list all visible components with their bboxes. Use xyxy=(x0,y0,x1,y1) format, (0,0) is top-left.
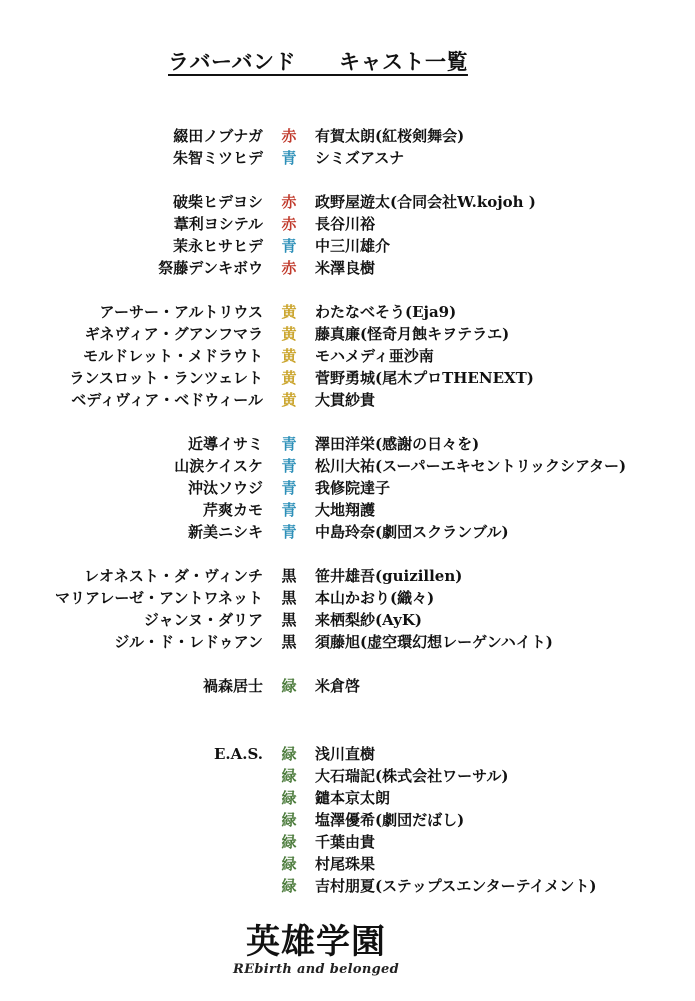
cast-row xyxy=(0,765,695,787)
role-name: 祭藤デンキボウ xyxy=(158,259,263,277)
cast-row xyxy=(0,809,695,831)
actor-name: わたなべそう(Eja9) xyxy=(315,303,457,321)
cast-row xyxy=(0,433,695,455)
actor-name: 吉村朋夏(ステップスエンターテイメント) xyxy=(315,877,597,895)
cast-row xyxy=(0,521,695,543)
team-color-label: 黒 xyxy=(281,567,297,585)
team-color-label: 青 xyxy=(281,479,297,497)
page-title: ラバーバンド キャスト一覧 xyxy=(168,49,468,74)
cast-row xyxy=(0,743,695,765)
cast-row xyxy=(0,609,695,631)
team-color-label: 緑 xyxy=(281,789,297,807)
cast-group xyxy=(0,675,695,697)
actor-name: 政野屋遊太(合同会社W.kojoh ) xyxy=(315,193,536,211)
team-color-label: 黄 xyxy=(281,369,297,387)
actor-name: 浅川直樹 xyxy=(315,745,376,763)
cast-group xyxy=(0,433,695,543)
cast-row xyxy=(0,565,695,587)
actor-name: 大貫紗貴 xyxy=(315,391,376,409)
role-name: 葦利ヨシテル xyxy=(173,215,263,233)
role-name: ランスロット・ランツェレト xyxy=(69,369,263,387)
actor-name: 長谷川裕 xyxy=(315,215,376,233)
cast-group xyxy=(0,565,695,653)
actor-name: 藤真廉(怪奇月蝕キヲテラエ) xyxy=(315,325,510,343)
team-color-label: 赤 xyxy=(281,127,297,145)
role-name: 禍森居士 xyxy=(202,677,263,695)
actor-name: 米倉啓 xyxy=(315,677,361,695)
team-color-label: 黒 xyxy=(281,589,297,607)
cast-row xyxy=(0,213,695,235)
cast-group xyxy=(0,301,695,411)
actor-name: 大石瑞記(株式会社ワーサル) xyxy=(315,767,509,785)
team-color-label: 赤 xyxy=(281,215,297,233)
role-name: 山涙ケイスケ xyxy=(174,457,263,475)
cast-row xyxy=(0,235,695,257)
actor-name: 中島玲奈(劇団スクランブル) xyxy=(315,523,509,541)
cast-row xyxy=(0,257,695,279)
team-color-label: 青 xyxy=(281,149,297,167)
role-name: 新美ニシキ xyxy=(187,523,263,541)
cast-row xyxy=(0,853,695,875)
cast-row xyxy=(0,499,695,521)
cast-row xyxy=(0,631,695,653)
actor-name: 中三川雄介 xyxy=(315,237,391,255)
role-name: E.A.S. xyxy=(213,745,263,763)
role-name: 朱智ミツヒデ xyxy=(172,149,263,167)
cast-row xyxy=(0,147,695,169)
cast-list xyxy=(0,125,695,919)
team-color-label: 緑 xyxy=(281,767,297,785)
cast-group xyxy=(0,191,695,279)
role-name: 茉永ヒサヒデ xyxy=(172,237,263,255)
team-color-label: 青 xyxy=(281,501,297,519)
actor-name: 笹井雄吾(guizillen) xyxy=(315,567,463,585)
role-name: 沖汰ソウジ xyxy=(187,479,263,497)
actor-name: 有賀太朗(紅桜剣舞会) xyxy=(315,127,465,145)
cast-row xyxy=(0,345,695,367)
cast-row xyxy=(0,389,695,411)
team-color-label: 緑 xyxy=(281,833,297,851)
hero-academy-logo xyxy=(225,920,407,986)
cast-row xyxy=(0,675,695,697)
team-color-label: 黄 xyxy=(281,325,297,343)
cast-row xyxy=(0,787,695,809)
role-name: 芹爽カモ xyxy=(202,501,263,519)
team-color-label: 黄 xyxy=(281,347,297,365)
cast-row xyxy=(0,477,695,499)
logo-title: 英雄学園 xyxy=(246,922,386,962)
logo-subtitle: REbirth and belonged xyxy=(233,962,399,977)
role-name: 綴田ノブナガ xyxy=(173,127,263,145)
role-name: マリアレーゼ・アントワネット xyxy=(54,589,263,607)
role-name: レオネスト・ダ・ヴィンチ xyxy=(84,567,263,585)
cast-row xyxy=(0,125,695,147)
cast-row xyxy=(0,875,695,897)
actor-name: 千葉由貴 xyxy=(315,833,376,851)
actor-name: 本山かおり(織々) xyxy=(315,589,435,607)
actor-name: 大地翔護 xyxy=(315,501,376,519)
actor-name: 来栖梨紗(AyK) xyxy=(315,611,422,629)
cast-row xyxy=(0,323,695,345)
cast-row xyxy=(0,455,695,477)
role-name: ギネヴィア・グアンフマラ xyxy=(84,325,263,343)
team-color-label: 青 xyxy=(281,523,297,541)
cast-group xyxy=(0,125,695,169)
actor-name: 松川大祐(スーパーエキセントリックシアター) xyxy=(315,457,627,475)
actor-name: 須藤旭(虚空環幻想レーゲンハイト) xyxy=(315,633,553,651)
team-color-label: 赤 xyxy=(281,259,297,277)
team-color-label: 黄 xyxy=(281,391,297,409)
actor-name: モハメディ亜沙南 xyxy=(315,347,434,365)
team-color-label: 緑 xyxy=(281,855,297,873)
role-name: 近導イサミ xyxy=(187,435,263,453)
cast-row xyxy=(0,301,695,323)
role-name: ベディヴィア・ベドウィール xyxy=(71,391,263,409)
actor-name: 村尾珠果 xyxy=(315,855,376,873)
team-color-label: 青 xyxy=(281,457,297,475)
actor-name: 塩澤優希(劇団だばし) xyxy=(315,811,465,829)
actor-name: 我修院達子 xyxy=(315,479,391,497)
team-color-label: 緑 xyxy=(281,877,297,895)
actor-name: シミズアスナ xyxy=(315,149,405,167)
team-color-label: 緑 xyxy=(281,745,297,763)
team-color-label: 黄 xyxy=(281,303,297,321)
actor-name: 澤田洋栄(感謝の日々を) xyxy=(315,435,480,453)
team-color-label: 赤 xyxy=(281,193,297,211)
cast-row xyxy=(0,191,695,213)
role-name: ジャンヌ・ダリア xyxy=(143,611,263,629)
role-name: アーサー・アルトリウス xyxy=(99,303,263,321)
cast-row xyxy=(0,587,695,609)
team-color-label: 緑 xyxy=(281,677,297,695)
actor-name: 菅野勇城(尾木プロTHENEXT) xyxy=(315,369,534,387)
role-name: ジル・ド・レドゥアン xyxy=(114,633,263,651)
role-name: モルドレット・メドラウト xyxy=(83,347,263,365)
actor-name: 鑓本京太朗 xyxy=(315,789,391,807)
cast-row xyxy=(0,831,695,853)
cast-row xyxy=(0,367,695,389)
team-color-label: 黒 xyxy=(281,611,297,629)
cast-group xyxy=(0,743,695,897)
team-color-label: 青 xyxy=(281,435,297,453)
role-name: 破柴ヒデヨシ xyxy=(172,193,263,211)
team-color-label: 青 xyxy=(281,237,297,255)
team-color-label: 黒 xyxy=(281,633,297,651)
team-color-label: 緑 xyxy=(281,811,297,829)
actor-name: 米澤良樹 xyxy=(315,259,376,277)
